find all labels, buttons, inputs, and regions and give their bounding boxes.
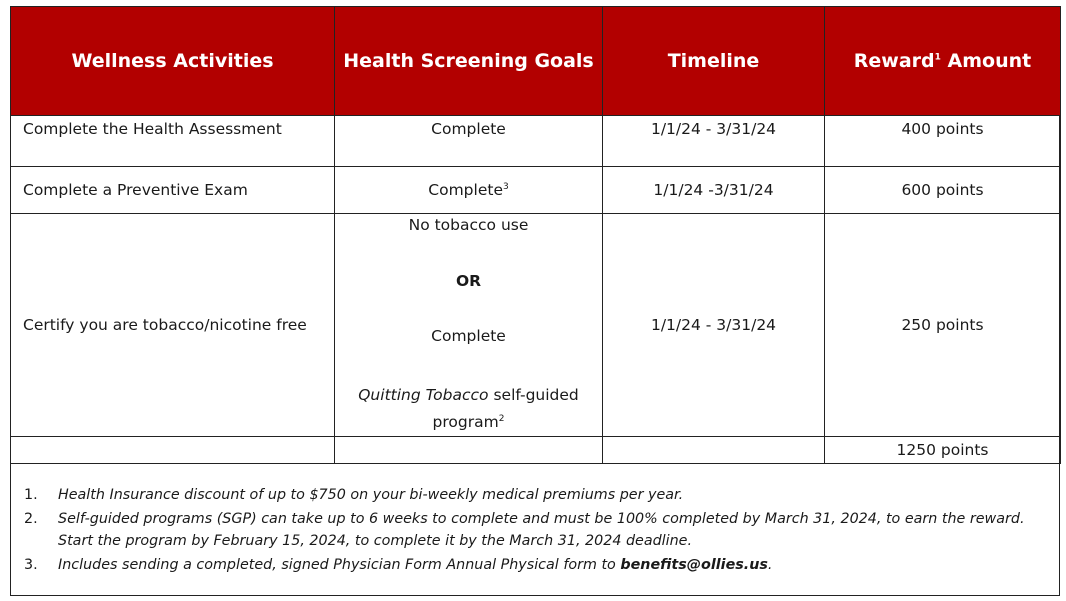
footnote: 2. Self-guided programs (SGP) can take up to 6 weeks to complete and must be 100% completed by March 31, 2024, to earn the reward. Start the program by February 15, 2024, to complete it by the March 31, 2024 deadline.	[24, 511, 1025, 549]
timeline-cell: 1/1/24 - 3/31/24	[603, 214, 825, 437]
footnote: 1. Health Insurance discount of up to $750 on your bi-weekly medical premiums per year.	[24, 487, 684, 503]
goal-cell: Complete$^3$	[335, 167, 603, 214]
reward-cell: 600 points	[825, 167, 1061, 214]
table-row	[11, 214, 1061, 437]
wellness-table	[10, 6, 1061, 464]
header-reward-amount: Reward$^1$ Amount	[825, 7, 1061, 116]
empty-cell	[11, 437, 335, 464]
footnote: 3. Includes sending a completed, signed Physician Form Annual Physical form to benefits@ollies.us.	[24, 557, 773, 573]
header-timeline: Timeline	[603, 7, 825, 116]
goal-no-tobacco: No tobacco use	[408, 216, 529, 234]
table-row	[11, 167, 1061, 214]
timeline-cell: 1/1/24 - 3/31/24	[603, 116, 825, 167]
footnotes	[10, 462, 1060, 596]
goal-cell	[335, 214, 603, 437]
reward-cell: 250 points	[825, 214, 1061, 437]
goal-cell: Complete	[335, 116, 603, 167]
goal-program: Quitting Tobacco self-guided program$^2$	[358, 385, 579, 431]
timeline-cell: 1/1/24 -3/31/24	[603, 167, 825, 214]
goal-complete: Complete	[431, 327, 506, 346]
goal-or: OR	[455, 271, 482, 290]
header-wellness-activities: Wellness Activities	[11, 7, 335, 116]
empty-cell	[603, 437, 825, 464]
header-health-screening-goals: Health Screening Goals	[335, 7, 603, 116]
activity-cell: Certify you are tobacco/nicotine free	[11, 214, 335, 437]
reward-cell: 400 points	[825, 116, 1061, 167]
empty-cell	[335, 437, 603, 464]
activity-cell: Complete a Preventive Exam	[11, 167, 335, 214]
table-row	[11, 116, 1061, 167]
benefits-email: benefits@ollies.us	[620, 557, 768, 573]
total-points-cell: 1250 points	[825, 437, 1061, 464]
table-header-row	[11, 7, 1061, 116]
table-total-row	[11, 437, 1061, 464]
activity-cell: Complete the Health Assessment	[11, 116, 335, 167]
